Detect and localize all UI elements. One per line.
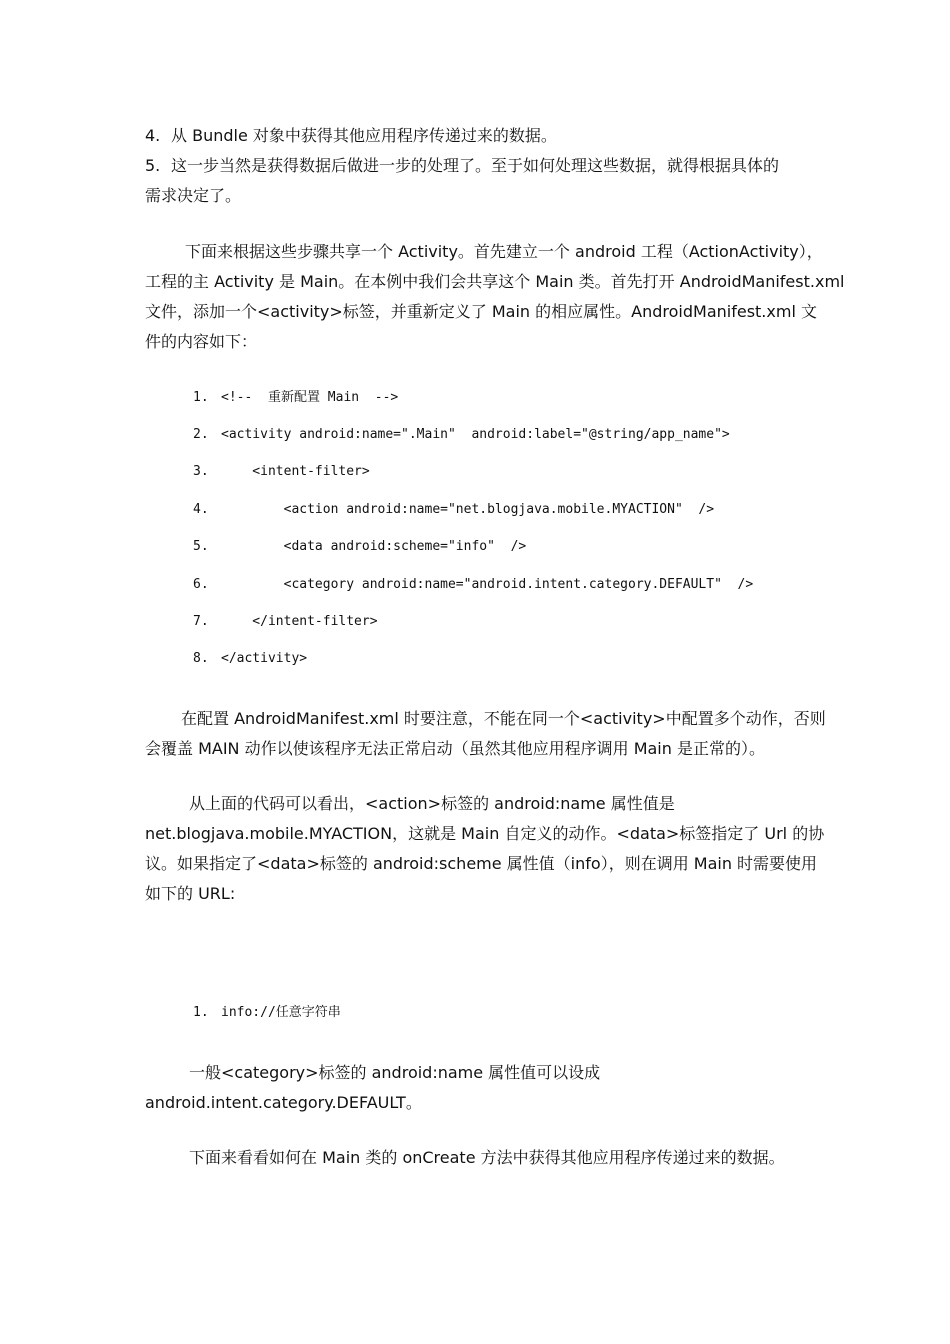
paragraph-line: 如下的 URL: bbox=[145, 884, 236, 903]
paragraph-category bbox=[145, 1058, 810, 1118]
step-number: 4. bbox=[145, 126, 161, 145]
paragraph-line: android.intent.category.DEFAULT。 bbox=[145, 1093, 422, 1112]
paragraph-explanation bbox=[145, 789, 825, 909]
code-line-text: </activity> bbox=[221, 651, 308, 666]
paragraph-line: 件的内容如下： bbox=[145, 332, 258, 351]
step-text: 这一步当然是获得数据后做进一步的处理了。至于如何处理这些数据，就得根据具体的 bbox=[171, 156, 780, 175]
paragraph-line: 下面来根据这些步骤共享一个 Activity。首先建立一个 android 工程（ActionActivity）， bbox=[185, 242, 823, 261]
step-item bbox=[145, 151, 810, 181]
code-line-text: <activity android:name=".Main" android:label="@string/app_name"> bbox=[221, 427, 730, 442]
paragraph-line: 工程的主 Activity 是 Main。在本例中我们会共享这个 Main 类。首先打开 AndroidManifest.xml bbox=[145, 272, 845, 291]
step-text-continued: 需求决定了。 bbox=[145, 186, 242, 205]
code-line-text: <action android:name="net.blogjava.mobile.MYACTION" /> bbox=[221, 502, 715, 517]
code-line bbox=[193, 425, 730, 445]
paragraph-line: 在配置 AndroidManifest.xml 时要注意，不能在同一个<activity>中配置多个动作，否则 bbox=[181, 709, 826, 728]
paragraph-line: 文件，添加一个<activity>标签，并重新定义了 Main 的相应属性。AndroidManifest.xml 文 bbox=[145, 302, 817, 321]
code-line bbox=[193, 1003, 341, 1023]
paragraph-line: 议。如果指定了<data>标签的 android:scheme 属性值（info），则在调用 Main 时需要使用 bbox=[145, 854, 818, 873]
step-item bbox=[145, 121, 810, 151]
paragraph-note bbox=[145, 704, 826, 764]
code-line-text: </intent-filter> bbox=[221, 614, 378, 629]
code-line-text: <!-- 重新配置 Main --> bbox=[221, 390, 399, 405]
code-line bbox=[193, 462, 370, 482]
paragraph-line: 会覆盖 MAIN 动作以使该程序无法正常启动（虽然其他应用程序调用 Main 是正常的）。 bbox=[145, 739, 765, 758]
code-line bbox=[193, 500, 714, 520]
code-line bbox=[193, 649, 307, 669]
code-line bbox=[193, 612, 378, 632]
code-line-number: 4. bbox=[193, 502, 209, 517]
code-line-number: 1. bbox=[193, 390, 209, 405]
code-line-number: 7. bbox=[193, 614, 209, 629]
step-text: 从 Bundle 对象中获得其他应用程序传递过来的数据。 bbox=[171, 126, 557, 145]
paragraph-intro bbox=[145, 237, 845, 357]
code-line bbox=[193, 388, 398, 408]
code-line-text: <data android:scheme="info" /> bbox=[221, 539, 527, 554]
step-number: 5. bbox=[145, 156, 161, 175]
code-line-number: 8. bbox=[193, 651, 209, 666]
code-line bbox=[193, 575, 753, 595]
code-line bbox=[193, 537, 526, 557]
code-line-number: 5. bbox=[193, 539, 209, 554]
code-line-text: <intent-filter> bbox=[221, 464, 370, 479]
paragraph-line: 一般<category>标签的 android:name 属性值可以设成 bbox=[189, 1063, 601, 1082]
code-line-number: 1. bbox=[193, 1005, 209, 1020]
code-line-number: 3. bbox=[193, 464, 209, 479]
paragraph-line: 从上面的代码可以看出，<action>标签的 android:name 属性值是 bbox=[189, 794, 675, 813]
code-line-text: <category android:name="android.intent.category.DEFAULT" /> bbox=[221, 577, 754, 592]
paragraph-oncreate bbox=[145, 1143, 810, 1173]
code-line-number: 2. bbox=[193, 427, 209, 442]
step-list bbox=[145, 121, 810, 211]
paragraph-line: net.blogjava.mobile.MYACTION，这就是 Main 自定义的动作。<data>标签指定了 Url 的协 bbox=[145, 824, 825, 843]
code-line-number: 6. bbox=[193, 577, 209, 592]
code-line-text: info://任意字符串 bbox=[221, 1005, 341, 1020]
paragraph-line: 下面来看看如何在 Main 类的 onCreate 方法中获得其他应用程序传递过来的数据。 bbox=[189, 1148, 785, 1167]
